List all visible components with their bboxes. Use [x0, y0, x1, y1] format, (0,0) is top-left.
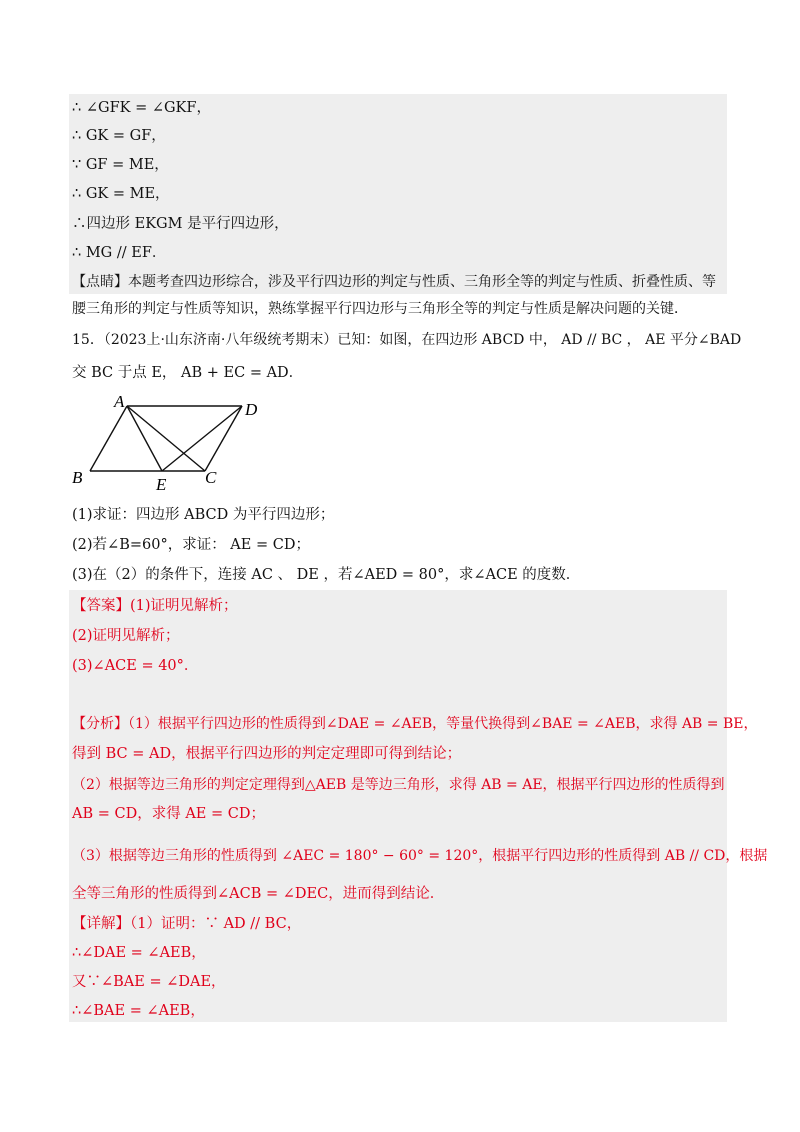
segment-ab — [90, 406, 127, 471]
analysis-line: 【分析】（1）根据平行四边形的性质得到∠DAE = ∠AEB，等量代换得到∠BAE = ∠AEB，求得 AB = BE， — [72, 716, 758, 732]
analysis-line: AB = CD，求得 AE = CD； — [72, 806, 265, 822]
proof-line: ∴ GK = ME， — [72, 186, 170, 202]
analysis-line: 得到 BC = AD，根据平行四边形的判定定理即可得到结论； — [72, 746, 462, 762]
proof-line: ∴ MG // EF． — [72, 245, 167, 261]
comment-line: 【点睛】本题考查四边形综合，涉及平行四边形的判定与性质、三角形全等的判定与性质、折叠性质、等 — [72, 274, 716, 290]
segment-ae — [127, 406, 162, 471]
question-part: (3)在（2）的条件下，连接 AC 、 DE ，若∠AED = 80°，求∠ACE 的度数． — [72, 567, 581, 583]
question-line: 15．（2023上·山东济南·八年级统考期末）已知：如图，在四边形 ABCD 中， AD // BC ， AE 平分∠BAD — [72, 332, 742, 348]
proof-line: ∵ GF = ME， — [72, 157, 169, 173]
label-d: D — [245, 400, 258, 419]
detail-line: ∴∠DAE = ∠AEB， — [72, 945, 206, 961]
answer-line: 【答案】(1)证明见解析； — [72, 598, 238, 614]
question-line: 交 BC 于点 E， AB + EC = AD． — [72, 365, 304, 381]
label-b: B — [72, 468, 83, 487]
label-e: E — [156, 475, 167, 490]
analysis-line: 全等三角形的性质得到∠ACB = ∠DEC，进而得到结论． — [72, 886, 445, 902]
question-part: (2)若∠B=60°，求证： AE = CD； — [72, 537, 310, 553]
proof-line: ∴ GK = GF， — [72, 128, 166, 144]
segment-de — [162, 406, 242, 471]
analysis-line: （3）根据等边三角形的性质得到 ∠AEC = 180° − 60° = 120°，根据平行四边形的性质得到 AB // CD，根据 — [72, 848, 768, 864]
detail-line: ∴∠BAE = ∠AEB， — [72, 1003, 205, 1019]
detail-line: 【详解】（1）证明：∵ AD // BC， — [72, 916, 302, 932]
parallelogram-figure — [72, 390, 282, 490]
answer-line: (2)证明见解析； — [72, 628, 180, 644]
answer-line: (3)∠ACE = 40°． — [72, 658, 199, 674]
question-part: (1)求证：四边形 ABCD 为平行四边形； — [72, 507, 335, 523]
proof-line: ∴ ∠GFK = ∠GKF， — [72, 100, 211, 116]
segment-dc — [205, 406, 242, 471]
segment-ac — [127, 406, 205, 471]
proof-line: ∴四边形 EKGM 是平行四边形， — [72, 216, 289, 232]
label-c: C — [205, 468, 217, 487]
label-a: A — [114, 392, 125, 411]
detail-line: 又∵∠BAE = ∠DAE， — [72, 974, 226, 990]
comment-line: 腰三角形的判定与性质等知识，熟练掌握平行四边形与三角形全等的判定与性质是解决问题的关键． — [72, 301, 688, 317]
analysis-line: （2）根据等边三角形的判定定理得到△AEB 是等边三角形，求得 AB = AE，根据平行四边形的性质得到 — [72, 777, 725, 793]
